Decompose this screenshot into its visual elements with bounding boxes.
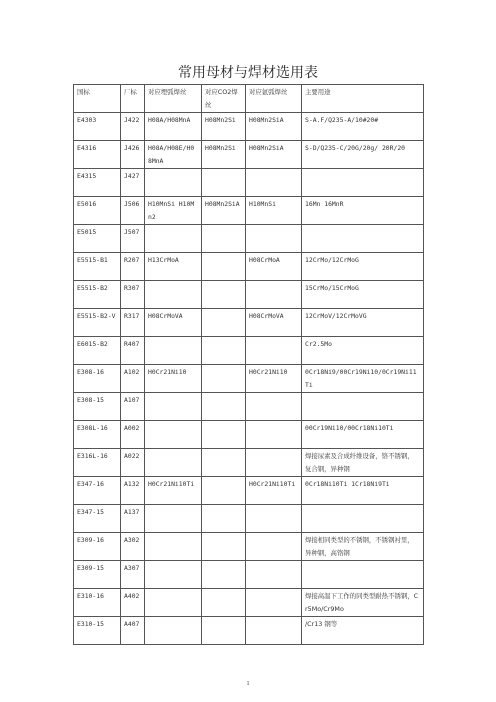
table-cell <box>246 393 302 421</box>
table-cell <box>145 505 202 533</box>
table-row <box>74 337 424 365</box>
table-cell: 0Cr18Ni9/00Cr19Ni10/0Cr19Ni11Ti <box>302 365 424 393</box>
table-cell: E4316 <box>74 141 121 169</box>
table-cell: E347-15 <box>74 505 121 533</box>
table-cell <box>145 393 202 421</box>
table-cell: H08A/H08E/H08MnA <box>145 141 202 169</box>
table-cell <box>202 309 246 337</box>
table-cell: A022 <box>121 449 145 477</box>
table-cell <box>202 253 246 281</box>
table-cell: E6015-B2 <box>74 337 121 365</box>
table-cell <box>246 225 302 253</box>
header-cell: 国标 <box>74 85 121 113</box>
table-cell: E310-16 <box>74 589 121 617</box>
table-cell: E5515-B1 <box>74 253 121 281</box>
table-cell: R207 <box>121 253 145 281</box>
header-cell: 对应氩弧焊丝 <box>246 85 302 113</box>
table-cell <box>202 505 246 533</box>
table-cell <box>246 505 302 533</box>
table-cell: A137 <box>121 505 145 533</box>
table-cell: 焊接尿素及合成纤维设备，铬不锈钢，复合钢，异种钢 <box>302 449 424 477</box>
table-cell: S-A.F/Q235-A/10#20# <box>302 113 424 141</box>
table-cell <box>202 561 246 589</box>
table-cell: E309-16 <box>74 533 121 561</box>
table-cell: J507 <box>121 225 145 253</box>
table-row <box>74 561 424 589</box>
table-cell: 15CrMo/15CrMoG <box>302 281 424 309</box>
table-cell <box>302 169 424 197</box>
header-cell: 对应埋弧焊丝 <box>145 85 202 113</box>
table-cell: H0Cr21Ni10Ti <box>246 477 302 505</box>
table-cell <box>246 589 302 617</box>
table-cell: H08Mn2SiA <box>202 197 246 225</box>
table-cell <box>145 337 202 365</box>
table-cell <box>145 169 202 197</box>
table-cell: H08Mn2Si <box>202 141 246 169</box>
table-cell <box>202 421 246 449</box>
table-cell <box>202 449 246 477</box>
table-cell: H08CrMoVA <box>246 309 302 337</box>
table-row <box>74 505 424 533</box>
table-cell <box>145 617 202 645</box>
table-cell <box>246 617 302 645</box>
page-number: 1 <box>246 681 250 687</box>
table-cell <box>302 505 424 533</box>
table-cell: E5515-B2 <box>74 281 121 309</box>
table-cell: H08Mn2SiA <box>246 113 302 141</box>
table-cell: E310-15 <box>74 617 121 645</box>
table-cell: E308-15 <box>74 393 121 421</box>
table-cell: E347-16 <box>74 477 121 505</box>
table-cell <box>202 617 246 645</box>
table-cell: R307 <box>121 281 145 309</box>
table-cell <box>145 449 202 477</box>
table-row <box>74 589 424 617</box>
table-cell <box>145 533 202 561</box>
table-cell: H08Mn2SiA <box>246 141 302 169</box>
table-cell: H08Mn2Si <box>202 113 246 141</box>
table-cell <box>202 589 246 617</box>
table-row <box>74 281 424 309</box>
table-cell <box>202 533 246 561</box>
table-cell <box>202 225 246 253</box>
header-cell: 对应CO2焊丝 <box>202 85 246 113</box>
material-selection-table <box>73 84 424 645</box>
table-header-row <box>74 85 424 113</box>
table-row <box>74 365 424 393</box>
table-cell: 16Mn 16MnR <box>302 197 424 225</box>
table-cell: E4315 <box>74 169 121 197</box>
table-cell: /Cr13 钢等 <box>302 617 424 645</box>
table-cell <box>246 421 302 449</box>
table-cell <box>246 169 302 197</box>
table-cell: 00Cr19Ni10/00Cr18Ni10Ti <box>302 421 424 449</box>
table-row <box>74 197 424 225</box>
table-cell: E5016 <box>74 197 121 225</box>
table-cell: H08A/H08MnA <box>145 113 202 141</box>
table-cell <box>202 365 246 393</box>
table-cell <box>145 421 202 449</box>
table-cell <box>302 225 424 253</box>
table-cell: A002 <box>121 421 145 449</box>
table-cell: 12CrMoV/12CrMoVG <box>302 309 424 337</box>
table-cell: J427 <box>121 169 145 197</box>
table-cell <box>246 449 302 477</box>
table-cell <box>246 337 302 365</box>
table-cell <box>202 281 246 309</box>
table-cell: S-D/Q235-C/20G/20g/ 20R/20 <box>302 141 424 169</box>
table-cell <box>145 281 202 309</box>
table-cell <box>202 169 246 197</box>
table-cell <box>246 561 302 589</box>
table-cell <box>202 393 246 421</box>
header-cell: 厂标 <box>121 85 145 113</box>
table-cell: J426 <box>121 141 145 169</box>
table-cell: E5015 <box>74 225 121 253</box>
table-cell: H0Cr21Ni10Ti <box>145 477 202 505</box>
table-row <box>74 141 424 169</box>
table-cell <box>302 561 424 589</box>
table-row <box>74 393 424 421</box>
table-cell <box>145 561 202 589</box>
table-cell: J422 <box>121 113 145 141</box>
table-cell: H08CrMoVA <box>145 309 202 337</box>
table-row <box>74 617 424 645</box>
table-cell: 12CrMo/12CrMoG <box>302 253 424 281</box>
table-cell: A407 <box>121 617 145 645</box>
table-cell <box>246 533 302 561</box>
table-cell: H13CrMoA <box>145 253 202 281</box>
table-row <box>74 169 424 197</box>
table-cell: E316L-16 <box>74 449 121 477</box>
table-cell: Cr2.5Mo <box>302 337 424 365</box>
table-cell: H0Cr21Ni10 <box>145 365 202 393</box>
table-row <box>74 477 424 505</box>
table-cell: A132 <box>121 477 145 505</box>
table-row <box>74 225 424 253</box>
table-cell <box>302 393 424 421</box>
table-cell: A107 <box>121 393 145 421</box>
table-cell <box>202 477 246 505</box>
table-cell: H10MnSi <box>246 197 302 225</box>
table-cell: A102 <box>121 365 145 393</box>
table-row <box>74 113 424 141</box>
table-cell: E309-15 <box>74 561 121 589</box>
table-cell: 焊接高温下工作的同类型耐热不锈钢，Cr5Mo/Cr9Mo <box>302 589 424 617</box>
table-cell <box>246 281 302 309</box>
table-cell <box>202 337 246 365</box>
table-row <box>74 309 424 337</box>
table-cell: E5515-B2-V <box>74 309 121 337</box>
table-cell: R317 <box>121 309 145 337</box>
table-cell: A302 <box>121 533 145 561</box>
table-cell: E4303 <box>74 113 121 141</box>
table-row <box>74 533 424 561</box>
table-cell: J506 <box>121 197 145 225</box>
table-cell: 焊接相同类型的不锈钢，不锈钢衬里，异种钢，高铬钢 <box>302 533 424 561</box>
table-cell: A402 <box>121 589 145 617</box>
table-cell <box>145 225 202 253</box>
table-row <box>74 421 424 449</box>
page-title: 常用母材与焊材选用表 <box>178 65 318 81</box>
table-cell: R407 <box>121 337 145 365</box>
header-cell: 主要用途 <box>302 85 424 113</box>
table-cell <box>145 589 202 617</box>
table-row <box>74 449 424 477</box>
table-cell: A307 <box>121 561 145 589</box>
table-cell: 0Cr18Ni10Ti 1Cr18Ni9Ti <box>302 477 424 505</box>
table-cell: E308L-16 <box>74 421 121 449</box>
table-cell: E308-16 <box>74 365 121 393</box>
table-cell: H0Cr21Ni10 <box>246 365 302 393</box>
table-cell: H10MnSi H10Mn2 <box>145 197 202 225</box>
table-row <box>74 253 424 281</box>
table-cell: H08CrMoA <box>246 253 302 281</box>
